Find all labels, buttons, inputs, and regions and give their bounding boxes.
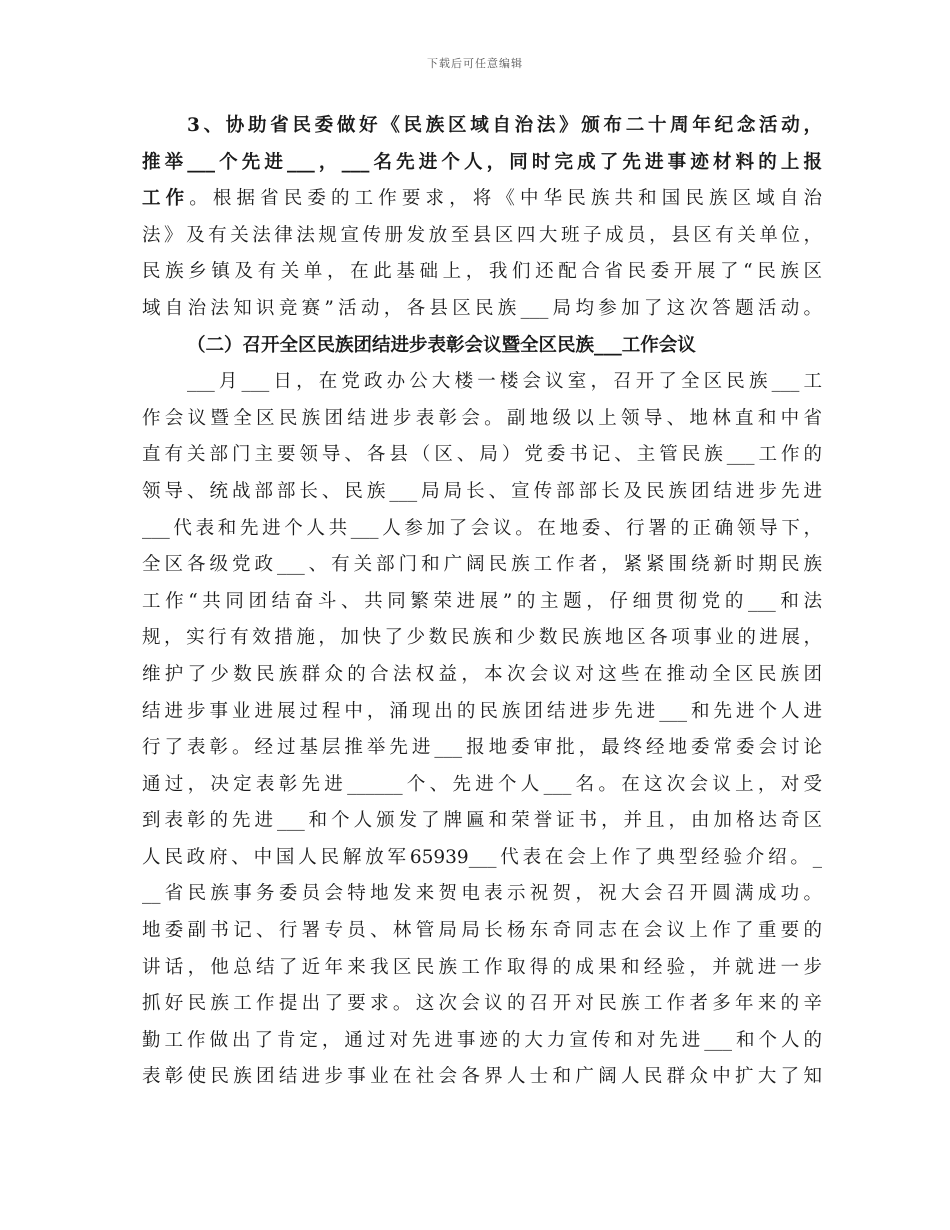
text-line: 维护了少数民族群众的合法权益，本次会议对这些在推动全区民族团	[142, 663, 822, 685]
section-heading: （二）召开全区民族团结进步表彰会议暨全区民族___工作会议	[187, 334, 696, 356]
text-run: 。根据省民委的工作要求，将《中华民族共和国民族区域自治	[189, 188, 822, 210]
text-line: 全区各级党政___、有关部门和广阔民族工作者，紧紧围绕新时期民族	[142, 554, 822, 576]
text-line: 民族乡镇及有关单，在此基础上，我们还配合省民委开展了“民族区	[142, 261, 822, 283]
text-line: 地委副书记、行署专员、林管局局长杨东奇同志在会议上作了重要的	[142, 920, 822, 942]
text-line: ___月___日，在党政办公大楼一楼会议室，召开了全区民族___工	[187, 371, 822, 393]
text-line: 讲话，他总结了近年来我区民族工作取得的成果和经验，并就进一步	[142, 956, 822, 978]
text-line: 行了表彰。经过基层推举先进___报地委审批，最终经地委常委会讨论	[142, 737, 822, 759]
text-line: 表彰使民族团结进步事业在社会各界人士和广阔人民群众中扩大了知	[142, 1066, 822, 1088]
text-line: 域自治法知识竞赛”活动，各县区民族___局均参加了这次答题活动。	[142, 297, 822, 319]
text-line: 通过，决定表彰先进______个、先进个人___名。在这次会议上，对受	[142, 773, 822, 795]
text-line: 直有关部门主要领导、各县（区、局）党委书记、主管民族___工作的	[142, 444, 822, 466]
text-line: 人民政府、中国人民解放军65939___代表在会上作了典型经验介绍。_	[142, 846, 822, 868]
page-header-caption: 下载后可任意编辑	[427, 57, 523, 70]
text-line: 结进步事业进展过程中，涌现出的民族团结进步先进___和先进个人进	[142, 700, 822, 722]
text-line: 法》及有关法律法规宣传册发放至县区四大班子成员，县区有关单位，	[142, 224, 822, 246]
text-line: 作会议暨全区民族团结进步表彰会。副地级以上领导、地林直和中省	[142, 407, 822, 429]
text-line: 工作“共同团结奋斗、共同繁荣进展”的主题，仔细贯彻党的___和法	[142, 590, 822, 612]
text-line: 3、协助省民委做好《民族区域自治法》颁布二十周年纪念活动，	[187, 115, 822, 136]
bold-run: 工作	[142, 188, 190, 210]
text-line: 领导、统战部部长、民族___局局长、宣传部部长及民族团结进步先进	[142, 480, 822, 502]
text-line: ___代表和先进个人共___人参加了会议。在地委、行署的正确领导下，	[142, 517, 822, 539]
text-line: 推举___个先进___，___名先进个人，同时完成了先进事迹材料的上报	[142, 151, 822, 173]
text-line: 抓好民族工作提出了要求。这次会议的召开对民族工作者多年来的辛	[142, 993, 822, 1015]
document-body	[142, 108, 822, 1096]
text-line: __省民族事务委员会特地发来贺电表示祝贺，祝大会召开圆满成功。	[142, 883, 822, 905]
text-line	[142, 181, 822, 218]
text-line: 规，实行有效措施，加快了少数民族和少数民族地区各项事业的进展，	[142, 627, 822, 649]
text-line: 勤工作做出了肯定，通过对先进事迹的大力宣传和对先进___和个人的	[142, 1029, 822, 1051]
text-line: 到表彰的先进___和个人颁发了牌匾和荣誉证书，并且，由加格达奇区	[142, 810, 822, 832]
